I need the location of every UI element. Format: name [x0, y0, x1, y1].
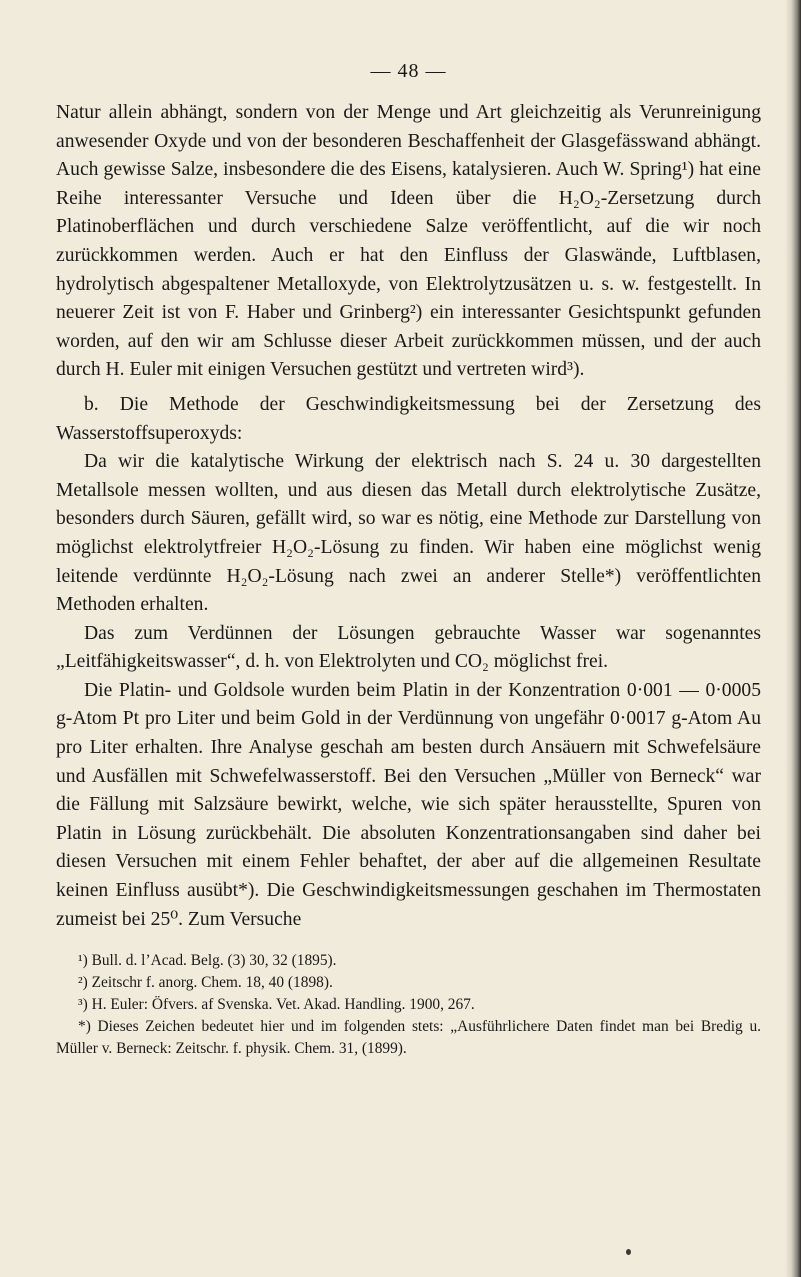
paragraph-intro: Natur allein abhängt, sondern von der Menge und Art gleichzeitig als Verunreinigung anwesender Oxyde und von der besonderen Beschaffenheit der Glasgefässwand abhängt. Auch gewisse Salze, insbesondere die des Eisens, katalysieren. Auch W. Spring¹) hat eine Reihe interessanter Versuche und Ideen über die H₂O₂-Zersetzung durch Platinoberflächen und durch verschiedene Salze veröffentlicht, auf die wir noch zurückkommen werden. Auch er hat den Einfluss der Glaswände, Luftblasen, hydrolytisch abgespaltener Metalloxyde, von Elektrolytzusätzen u. s. w. festgestellt. In neuerer Zeit ist von F. Haber und Grinberg²) ein interessanter Gesichtspunkt gefunden worden, auf den wir am Schlusse dieser Arbeit zurückkommen müssen, und der auch durch H. Euler mit einigen Versuchen gestützt und vertreten wird³).	[56, 102, 761, 381]
footnote-1: ¹) Bull. d. l’Acad. Belg. (3) 30, 32 (1895).	[78, 952, 337, 970]
book-page	[56, 60, 761, 1060]
paragraph-method: Da wir die katalytische Wirkung der elektrisch nach S. 24 u. 30 dargestellten Metallsole messen wollten, und aus diesen das Metall durch elektrolytische Zusätze, besonders durch Säuren, gefällt wird, so war es nötig, eine Methode zur Darstellung von möglichst elektrolytfreier H₂O₂-Lösung zu finden. Wir haben eine möglichst wenig leitende verdünnte H₂O₂-Lösung nach zwei an anderer Stelle*) veröffentlichten Methoden erhalten.	[56, 451, 761, 616]
paragraph-sols: Die Platin- und Goldsole wurden beim Platin in der Konzentration 0·001 — 0·0005 g-Atom Pt pro Liter und beim Gold in der Verdünnung von ungefähr 0·0017 g-Atom Au pro Liter erhalten. Ihre Analyse geschah am besten durch Ansäuern mit Schwefelsäure und Ausfällen mit Schwefelwasserstoff. Bei den Versuchen „Müller von Berneck“ war die Fällung mit Salzsäure bewirkt, welche, wie sich später herausstellte, Spuren von Platin in Lösung zurückbehält. Die absoluten Konzentrationsangaben sind daher bei diesen Versuchen mit einem Fehler behaftet, der aber auf die allgemeinen Resultate keinen Einfluss ausübt*). Die Geschwindigkeitsmessungen geschahen im Thermostaten zumeist bei 25⁰. Zum Versuche	[56, 679, 761, 930]
section-heading: b. Die Methode der Geschwindigkeitsmessung bei der Zersetzung des Wasserstoffsuperoxyds:	[56, 393, 761, 444]
page-edge-shadow	[785, 0, 801, 1277]
paragraph-water: Das zum Verdünnen der Lösungen gebrauchte Wasser war sogenanntes „Leitfähigkeitswasser“, d. h. von Elektrolyten und CO₂ möglichst frei.	[56, 622, 761, 673]
footnote-2: ²) Zeitschr f. anorg. Chem. 18, 40 (1898).	[78, 974, 333, 992]
body-text	[56, 99, 761, 934]
page-number: — 48 —	[370, 60, 447, 82]
footnote-3: ³) H. Euler: Öfvers. af Svenska. Vet. Akad. Handling. 1900, 267.	[78, 996, 475, 1014]
ink-spot	[626, 1249, 631, 1255]
footnotes	[56, 950, 761, 1060]
footnote-star: *) Dieses Zeichen bedeutet hier und im folgenden stets: „Ausführlichere Daten findet man bei Bredig u. Müller v. Berneck: Zeitschr. f. physik. Chem. 31, (1899).	[56, 1018, 761, 1058]
